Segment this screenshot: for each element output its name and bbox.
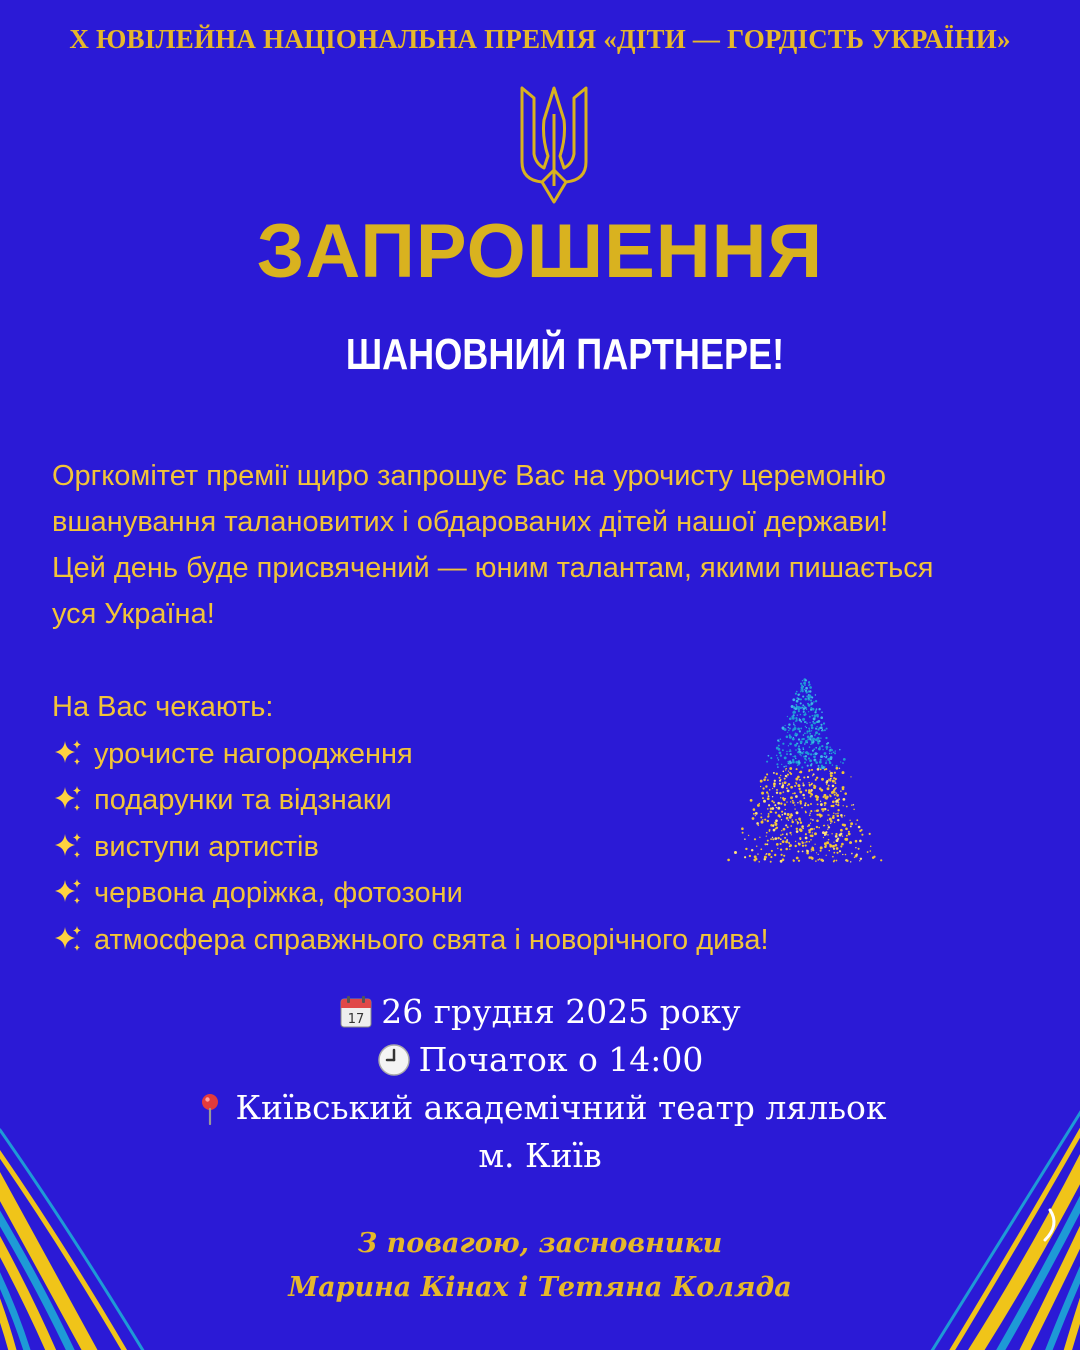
signature	[0, 1222, 1080, 1310]
location-pin-icon	[193, 1091, 227, 1125]
trident-icon	[514, 84, 594, 206]
calendar-icon	[339, 995, 373, 1029]
list-item-text: атмосфера справжнього свята і новорічного дива!	[94, 923, 769, 956]
sparkles-icon	[52, 831, 84, 863]
svg-text:17: 17	[347, 1012, 365, 1027]
event-time-text: Початок о 14:00	[418, 1040, 704, 1079]
intro-line: Цей день буде присвячений — юним талантам, якими пишається	[52, 552, 934, 584]
intro-line: вшанування талановитих і обдарованих дітей нашої держави!	[52, 506, 889, 538]
event-venue	[0, 1084, 1080, 1132]
event-time	[0, 1036, 1080, 1084]
event-date-text: 26 грудня 2025 року	[381, 992, 741, 1031]
event-venue-text: Київський академічний театр ляльок	[235, 1088, 887, 1127]
expectations-heading: На Вас чекають:	[52, 691, 274, 723]
sparkles-icon	[52, 784, 84, 816]
sparkles-icon	[52, 924, 84, 956]
christmas-tree-icon	[720, 672, 892, 868]
list-item	[52, 917, 952, 964]
greeting: ШАНОВНИЙ ПАРТНЕРЕ!	[345, 330, 785, 379]
award-title: X ЮВІЛЕЙНА НАЦІОНАЛЬНА ПРЕМІЯ «ДІТИ — ГОРДІСТЬ УКРАЇНИ»	[69, 24, 1011, 54]
invitation-title: ЗАПРОШЕННЯ	[256, 209, 824, 294]
list-item-text: подарунки та відзнаки	[94, 784, 392, 816]
event-details	[0, 988, 1080, 1180]
event-city: м. Київ	[478, 1136, 602, 1175]
sparkles-icon	[52, 877, 84, 909]
list-item	[52, 870, 952, 917]
list-item-text: урочисте нагородження	[94, 737, 413, 770]
list-item-text: червона доріжка, фотозони	[94, 877, 463, 909]
list-item-text: виступи артистів	[94, 830, 319, 863]
intro-line: уся Україна!	[52, 598, 215, 630]
event-date	[0, 988, 1080, 1036]
clock-icon	[377, 1043, 411, 1077]
signature-line: З повагою, засновники	[357, 1228, 723, 1259]
sparkles-icon	[52, 738, 84, 770]
founders-names: Марина Кінах і Тетяна Коляда	[288, 1272, 792, 1303]
intro-line: Оргкомітет премії щиро запрошує Вас на урочисту церемонію	[52, 460, 887, 492]
intro-text	[52, 453, 1080, 637]
